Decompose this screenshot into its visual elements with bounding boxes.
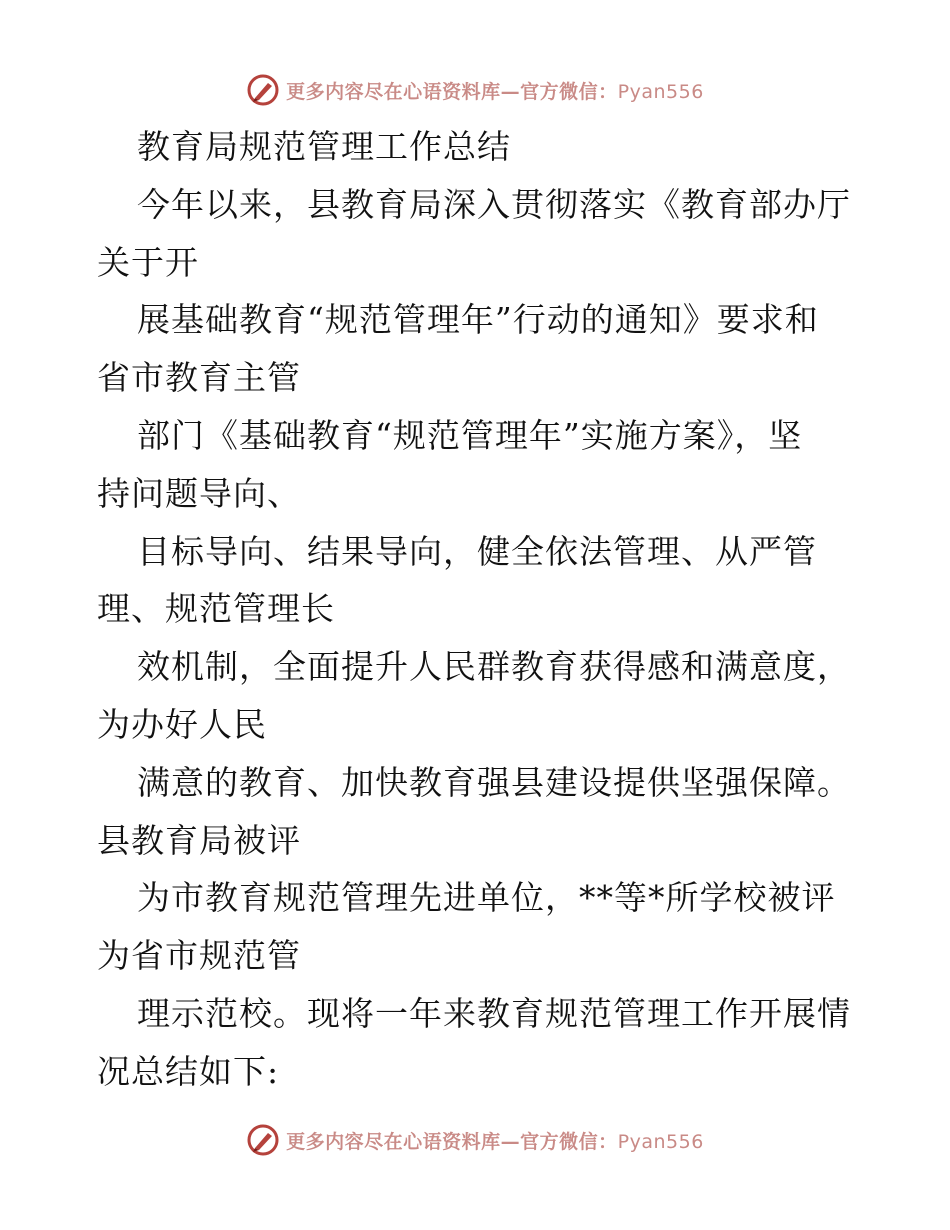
footer-watermark	[0, 1120, 950, 1160]
watermark-wechat-id: Pyan556	[617, 80, 704, 103]
document-line: 理、规范管理长	[97, 589, 335, 629]
header-watermark	[0, 70, 950, 110]
document-line: 展基础教育“规范管理年”行动的通知》要求和	[137, 300, 819, 340]
document-line: 为省市规范管	[97, 936, 301, 976]
document-line: 部门《基础教育“规范管理年”实施方案》，坚	[137, 415, 803, 455]
document-line: 满意的教育、加快教育强县建设提供坚强保障。	[137, 762, 851, 802]
watermark-text: 更多内容尽在心语资料库—官方微信：Pyan556	[286, 1130, 704, 1153]
watermark-text: 更多内容尽在心语资料库—官方微信：Pyan556	[286, 80, 704, 103]
document-line: 持问题导向、	[97, 473, 301, 513]
document-line: 教育局规范管理工作总结	[137, 127, 511, 166]
pen-nib-logo-icon	[246, 73, 280, 107]
document-line: 效机制，全面提升人民群教育获得感和满意度，	[137, 647, 851, 687]
document-line: 省市教育主管	[97, 358, 301, 398]
document-line: 为市教育规范管理先进单位，**等*所学校被评	[137, 878, 836, 918]
document-body	[97, 118, 857, 1101]
document-line: 目标导向、结果导向，健全依法管理、从严管	[137, 531, 817, 571]
document-line: 关于开	[97, 242, 199, 282]
document-line: 况总结如下:	[97, 1051, 280, 1091]
document-line: 理示范校。现将一年来教育规范管理工作开展情	[137, 993, 851, 1033]
document-line: 县教育局被评	[97, 820, 301, 860]
document-line: 为办好人民	[97, 704, 267, 744]
document-line: 今年以来，县教育局深入贯彻落实《教育部办厅	[137, 184, 851, 224]
pen-nib-logo-icon	[246, 1123, 280, 1157]
watermark-wechat-id: Pyan556	[617, 1130, 704, 1153]
